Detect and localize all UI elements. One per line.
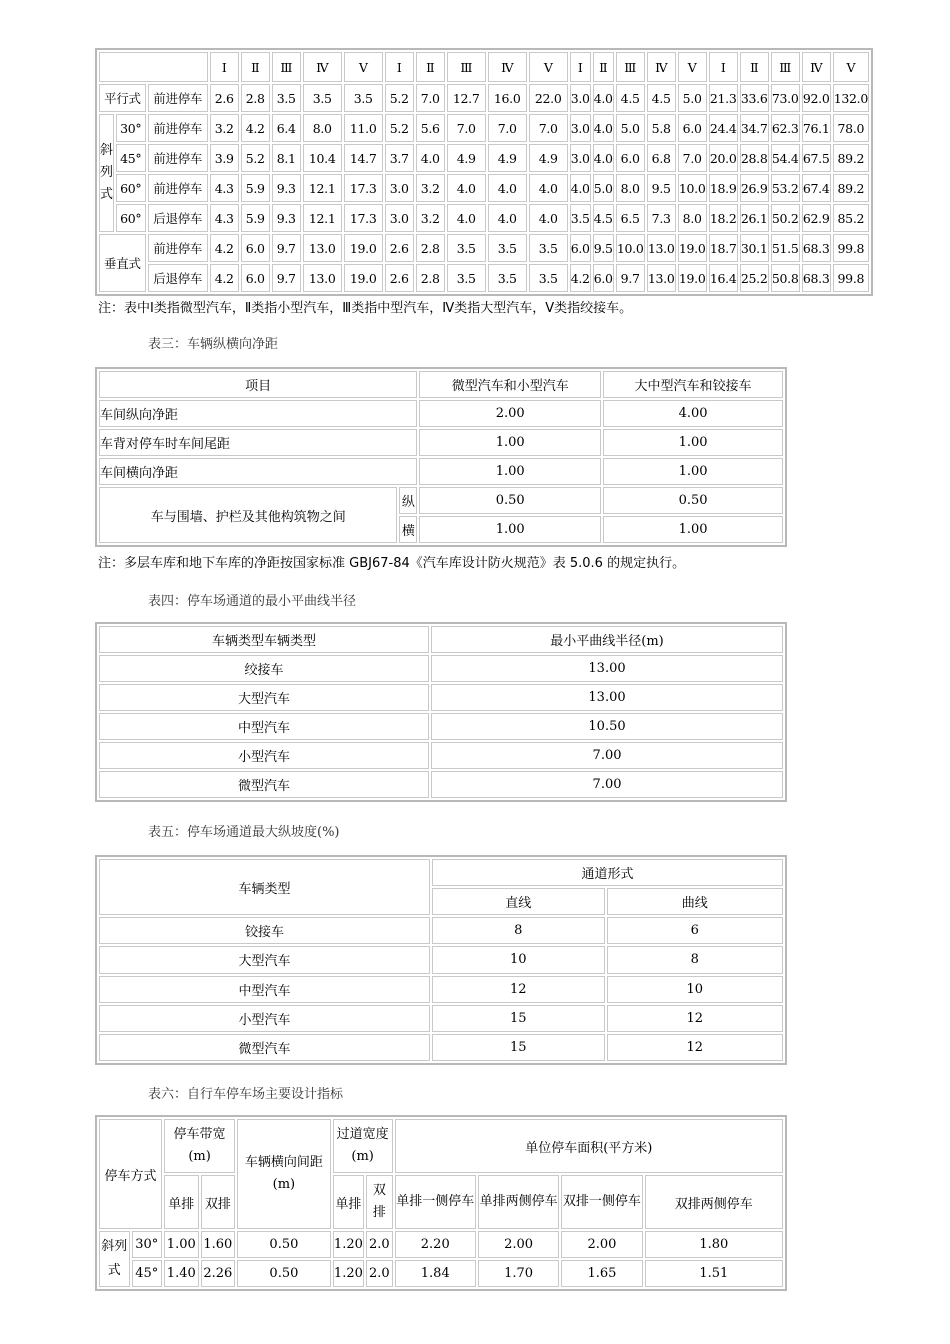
table2-cell: 22.0 (529, 84, 568, 112)
table6-cell: 1.80 (645, 1231, 783, 1258)
table5-type: 中型汽车 (99, 976, 430, 1003)
table6-cell: 1.40 (164, 1260, 199, 1287)
table2-cell: 3.0 (570, 114, 591, 142)
table2-cell: 12.7 (447, 84, 486, 112)
table2-cell: 6.4 (272, 114, 301, 142)
table5-curve: 12 (607, 1005, 783, 1032)
table2-cell: 6.0 (241, 264, 270, 292)
table2-cell: 9.5 (593, 234, 614, 262)
table2-cell: 7.0 (678, 144, 707, 172)
table4-value: 13.00 (431, 684, 783, 711)
table2-cell: 4.0 (416, 144, 445, 172)
table3-wall-dir: 纵 (399, 487, 417, 514)
table2-header-class: Ⅴ (833, 52, 869, 82)
table2-cell: 21.3 (709, 84, 738, 112)
table2-header-class: Ⅱ (241, 52, 270, 82)
table6-header-aisle-single: 单排 (333, 1175, 364, 1229)
table5-type: 大型汽车 (99, 946, 430, 973)
table5-curve: 12 (607, 1034, 783, 1061)
table2-cell: 26.9 (740, 174, 769, 202)
table6-cell: 1.20 (333, 1260, 364, 1287)
table3-row-label: 车背对停车时车间尾距 (99, 429, 417, 456)
min-curve-radius-table (95, 622, 787, 802)
table2-cell: 2.6 (385, 234, 414, 262)
table2-mode: 前进停车 (148, 84, 208, 112)
table2-cell: 67.4 (802, 174, 831, 202)
table2-cell: 5.8 (647, 114, 676, 142)
table2-cell: 10.0 (616, 234, 645, 262)
table2-mode: 前进停车 (148, 144, 208, 172)
table2-cell: 3.5 (488, 234, 527, 262)
table2-cell: 5.9 (241, 204, 270, 232)
table2-cell: 4.5 (647, 84, 676, 112)
table6-cell: 2.20 (395, 1231, 476, 1258)
table5-header-curve: 曲线 (607, 888, 783, 915)
table2-header-class: Ⅰ (570, 52, 591, 82)
table2-cell: 5.0 (616, 114, 645, 142)
table2-cell: 3.5 (272, 84, 301, 112)
table3-cell: 1.00 (419, 516, 601, 543)
table2-cell: 4.2 (241, 114, 270, 142)
table2-cell: 17.3 (344, 174, 383, 202)
table6-header-area-4: 双排两侧停车 (645, 1175, 783, 1229)
table2-header-blank (99, 52, 208, 82)
table2-header-class: Ⅳ (647, 52, 676, 82)
table2-cell: 9.5 (647, 174, 676, 202)
table5-straight: 10 (432, 946, 604, 973)
table2-cell: 30.1 (740, 234, 769, 262)
table2-cell: 2.8 (241, 84, 270, 112)
table2-cell: 24.4 (709, 114, 738, 142)
table2-cell: 2.6 (385, 264, 414, 292)
table2-cell: 3.9 (210, 144, 239, 172)
table3-row-label: 车间纵向净距 (99, 400, 417, 427)
table2-cell: 13.0 (303, 264, 342, 292)
table2-cell: 28.8 (740, 144, 769, 172)
table2-cell: 3.0 (385, 204, 414, 232)
table2-header-class: Ⅲ (616, 52, 645, 82)
table2-header-class: Ⅲ (447, 52, 486, 82)
table2-header-class: Ⅲ (771, 52, 800, 82)
table2-angle: 60° (116, 174, 146, 202)
table5-curve: 8 (607, 946, 783, 973)
table2-cell: 3.5 (447, 264, 486, 292)
table2-cell: 7.3 (647, 204, 676, 232)
table2-mode: 后退停车 (148, 264, 208, 292)
table5-straight: 8 (432, 917, 604, 944)
table2-cell: 4.0 (488, 204, 527, 232)
table2-cell: 4.0 (570, 174, 591, 202)
table2-cell: 6.5 (616, 204, 645, 232)
table2-cell: 3.2 (416, 204, 445, 232)
table2-cell: 8.1 (272, 144, 301, 172)
table2-cell: 12.1 (303, 174, 342, 202)
table2-cell: 5.2 (385, 114, 414, 142)
table2-cell: 78.0 (833, 114, 869, 142)
table2-cell: 4.5 (616, 84, 645, 112)
table4-header-radius: 最小平曲线半径(m) (431, 626, 783, 653)
table2-cell: 76.1 (802, 114, 831, 142)
table2-cell: 5.2 (241, 144, 270, 172)
table6-header-area: 单位停车面积(平方米) (395, 1119, 783, 1173)
table6-header-double: 双排 (201, 1175, 236, 1229)
table6-header-mode: 停车方式 (99, 1119, 162, 1229)
table2-group-label: 斜列式 (99, 114, 114, 232)
table2-cell: 26.1 (740, 204, 769, 232)
table2-header-class: Ⅴ (529, 52, 568, 82)
table2-cell: 6.8 (647, 144, 676, 172)
table6-angle: 30° (132, 1231, 163, 1258)
table4-value: 13.00 (431, 655, 783, 682)
table2-header-class: Ⅱ (740, 52, 769, 82)
table6-caption: 表六：自行车停车场主要设计指标 (148, 1087, 344, 1102)
table2-cell: 4.0 (447, 174, 486, 202)
table2-cell: 19.0 (678, 234, 707, 262)
table2-cell: 4.9 (447, 144, 486, 172)
table4-type: 绞接车 (99, 655, 429, 682)
table2-cell: 25.2 (740, 264, 769, 292)
table6-cell: 1.60 (201, 1231, 236, 1258)
table2-mode: 前进停车 (148, 174, 208, 202)
table6-cell: 2.0 (366, 1231, 392, 1258)
table2-cell: 20.0 (709, 144, 738, 172)
table2-cell: 6.0 (570, 234, 591, 262)
table2-cell: 2.6 (210, 84, 239, 112)
table2-mode: 前进停车 (148, 114, 208, 142)
table3-caption: 表三：车辆纵横向净距 (148, 337, 279, 352)
table2-cell: 4.2 (570, 264, 591, 292)
table3-cell: 1.00 (603, 429, 783, 456)
table2-cell: 4.0 (529, 204, 568, 232)
table2-cell: 19.0 (344, 234, 383, 262)
table2-header-class: Ⅰ (709, 52, 738, 82)
table2-cell: 7.0 (488, 114, 527, 142)
table6-header-spacing: 车辆横向间距(m) (237, 1119, 331, 1229)
table2-cell: 6.0 (241, 234, 270, 262)
table2-cell: 16.4 (709, 264, 738, 292)
table2-cell: 4.9 (488, 144, 527, 172)
table2-cell: 8.0 (303, 114, 342, 142)
table3-cell: 1.00 (603, 458, 783, 485)
table2-cell: 19.0 (344, 264, 383, 292)
table2-angle: 30° (116, 114, 146, 142)
table2-cell: 132.0 (833, 84, 869, 112)
table3-cell: 4.00 (603, 400, 783, 427)
table5-type: 铰接车 (99, 917, 430, 944)
table2-header-class: Ⅳ (488, 52, 527, 82)
table2-cell: 18.9 (709, 174, 738, 202)
table2-angle: 60° (116, 204, 146, 232)
table4-type: 微型汽车 (99, 771, 429, 798)
table2-cell: 62.9 (802, 204, 831, 232)
table2-cell: 3.7 (385, 144, 414, 172)
table4-value: 7.00 (431, 771, 783, 798)
table6-cell: 1.84 (395, 1260, 476, 1287)
table6-header-single: 单排 (164, 1175, 199, 1229)
table2-cell: 4.5 (593, 204, 614, 232)
table5-type: 小型汽车 (99, 1005, 430, 1032)
table3-header-small: 微型汽车和小型汽车 (419, 371, 601, 398)
table2-cell: 3.0 (570, 144, 591, 172)
table2-cell: 5.6 (416, 114, 445, 142)
table2-cell: 5.0 (593, 174, 614, 202)
table6-cell: 0.50 (237, 1231, 331, 1258)
table2-cell: 3.5 (529, 234, 568, 262)
table2-cell: 10.4 (303, 144, 342, 172)
table2-cell: 89.2 (833, 144, 869, 172)
table6-cell: 2.00 (561, 1231, 642, 1258)
table5-straight: 15 (432, 1034, 604, 1061)
parking-dimension-table (95, 48, 873, 296)
table2-cell: 17.3 (344, 204, 383, 232)
table5-straight: 15 (432, 1005, 604, 1032)
table2-cell: 99.8 (833, 264, 869, 292)
table2-cell: 2.8 (416, 264, 445, 292)
table2-cell: 4.3 (210, 204, 239, 232)
table2-cell: 2.8 (416, 234, 445, 262)
table2-header-class: Ⅰ (210, 52, 239, 82)
table6-header-area-1: 单排一侧停车 (395, 1175, 476, 1229)
table3-wall-label: 车与围墙、护栏及其他构筑物之间 (99, 487, 397, 543)
table2-cell: 6.0 (616, 144, 645, 172)
table3-wall-dir: 横 (399, 516, 417, 543)
table5-caption: 表五：停车场通道最大纵坡度(%) (148, 825, 340, 840)
table6-cell: 1.51 (645, 1260, 783, 1287)
table2-cell: 34.7 (740, 114, 769, 142)
table2-cell: 6.0 (678, 114, 707, 142)
table2-cell: 4.0 (529, 174, 568, 202)
table2-cell: 4.2 (210, 264, 239, 292)
table3-header-item: 项目 (99, 371, 417, 398)
table2-cell: 4.0 (593, 114, 614, 142)
table2-cell: 4.2 (210, 234, 239, 262)
table2-cell: 5.0 (678, 84, 707, 112)
table2-cell: 85.2 (833, 204, 869, 232)
table4-value: 10.50 (431, 713, 783, 740)
table2-cell: 5.9 (241, 174, 270, 202)
table6-header-aisle-double: 双排 (366, 1175, 392, 1229)
table2-cell: 4.0 (488, 174, 527, 202)
table6-header-aisle: 过道宽度(m) (333, 1119, 393, 1173)
table4-type: 小型汽车 (99, 742, 429, 769)
table2-cell: 11.0 (344, 114, 383, 142)
table4-caption: 表四：停车场通道的最小平曲线半径 (148, 594, 357, 609)
table5-curve: 6 (607, 917, 783, 944)
table2-header-class: Ⅰ (385, 52, 414, 82)
bicycle-parking-table (95, 1115, 787, 1291)
table2-group-label: 平行式 (99, 84, 146, 112)
table2-cell: 51.5 (771, 234, 800, 262)
table2-cell: 33.6 (740, 84, 769, 112)
table2-cell: 4.0 (593, 144, 614, 172)
table2-cell: 4.3 (210, 174, 239, 202)
table3-row-label: 车间横向净距 (99, 458, 417, 485)
table2-cell: 3.5 (529, 264, 568, 292)
table2-cell: 54.4 (771, 144, 800, 172)
table2-cell: 18.2 (709, 204, 738, 232)
table6-cell: 2.0 (366, 1260, 392, 1287)
table2-group-label: 垂直式 (99, 234, 146, 292)
table4-value: 7.00 (431, 742, 783, 769)
table5-straight: 12 (432, 976, 604, 1003)
table2-cell: 13.0 (647, 234, 676, 262)
table4-type: 中型汽车 (99, 713, 429, 740)
table6-cell: 2.26 (201, 1260, 236, 1287)
table3-cell: 2.00 (419, 400, 601, 427)
table5-curve: 10 (607, 976, 783, 1003)
table2-note: 注：表中Ⅰ类指微型汽车，Ⅱ类指小型汽车，Ⅲ类指中型汽车，Ⅳ类指大型汽车，Ⅴ类指绞接车。 (98, 301, 633, 316)
table2-cell: 4.0 (447, 204, 486, 232)
table2-cell: 3.5 (344, 84, 383, 112)
table2-cell: 9.3 (272, 174, 301, 202)
table2-cell: 10.0 (678, 174, 707, 202)
table6-cell: 1.70 (478, 1260, 559, 1287)
table3-note: 注：多层车库和地下车库的净距按国家标准 GBJ67-84《汽车库设计防火规范》表 5.0.6 的规定执行。 (98, 556, 686, 571)
table6-header-area-2: 单排两侧停车 (478, 1175, 559, 1229)
table2-cell: 3.0 (570, 84, 591, 112)
table2-cell: 89.2 (833, 174, 869, 202)
table3-cell: 1.00 (419, 458, 601, 485)
table5-header-straight: 直线 (432, 888, 604, 915)
table2-cell: 3.5 (570, 204, 591, 232)
table2-header-class: Ⅳ (303, 52, 342, 82)
table2-header-class: Ⅴ (678, 52, 707, 82)
table3-cell: 0.50 (419, 487, 601, 514)
table3-cell: 1.00 (603, 516, 783, 543)
table6-angle: 45° (132, 1260, 163, 1287)
table2-cell: 99.8 (833, 234, 869, 262)
table2-cell: 8.0 (678, 204, 707, 232)
table2-cell: 7.0 (416, 84, 445, 112)
table2-cell: 18.7 (709, 234, 738, 262)
table2-cell: 5.2 (385, 84, 414, 112)
table2-cell: 3.5 (447, 234, 486, 262)
vehicle-clearance-table (95, 367, 787, 547)
table2-cell: 4.9 (529, 144, 568, 172)
table2-cell: 4.0 (593, 84, 614, 112)
table6-cell: 1.00 (164, 1231, 199, 1258)
table2-header-class: Ⅴ (344, 52, 383, 82)
table3-cell: 1.00 (419, 429, 601, 456)
table2-cell: 73.0 (771, 84, 800, 112)
table6-cell: 2.00 (478, 1231, 559, 1258)
table2-cell: 3.0 (385, 174, 414, 202)
table2-cell: 3.2 (416, 174, 445, 202)
table2-cell: 9.7 (272, 264, 301, 292)
max-gradient-table (95, 855, 787, 1065)
table2-cell: 3.5 (303, 84, 342, 112)
table2-cell: 3.2 (210, 114, 239, 142)
table2-cell: 7.0 (447, 114, 486, 142)
table6-cell: 1.20 (333, 1231, 364, 1258)
table2-cell: 62.3 (771, 114, 800, 142)
table3-cell: 0.50 (603, 487, 783, 514)
table6-group: 斜列式 (99, 1231, 130, 1287)
table6-header-band: 停车带宽(m) (164, 1119, 235, 1173)
table2-mode: 前进停车 (148, 234, 208, 262)
table2-cell: 50.2 (771, 204, 800, 232)
table2-cell: 50.8 (771, 264, 800, 292)
table2-header-class: Ⅱ (593, 52, 614, 82)
table2-cell: 9.7 (272, 234, 301, 262)
table2-header-class: Ⅱ (416, 52, 445, 82)
table2-cell: 16.0 (488, 84, 527, 112)
table2-cell: 68.3 (802, 234, 831, 262)
table2-cell: 12.1 (303, 204, 342, 232)
table2-header-class: Ⅳ (802, 52, 831, 82)
table5-type: 微型汽车 (99, 1034, 430, 1061)
table2-cell: 13.0 (647, 264, 676, 292)
table6-header-area-3: 双排一侧停车 (561, 1175, 642, 1229)
table2-cell: 9.7 (616, 264, 645, 292)
table2-cell: 19.0 (678, 264, 707, 292)
table2-cell: 9.3 (272, 204, 301, 232)
table2-header-class: Ⅲ (272, 52, 301, 82)
table2-cell: 67.5 (802, 144, 831, 172)
table2-cell: 92.0 (802, 84, 831, 112)
table2-cell: 14.7 (344, 144, 383, 172)
table2-mode: 后退停车 (148, 204, 208, 232)
table5-header-type: 车辆类型 (99, 859, 430, 915)
table2-cell: 3.5 (488, 264, 527, 292)
table2-cell: 53.2 (771, 174, 800, 202)
table2-cell: 6.0 (593, 264, 614, 292)
table4-type: 大型汽车 (99, 684, 429, 711)
table2-cell: 13.0 (303, 234, 342, 262)
table2-cell: 68.3 (802, 264, 831, 292)
table2-cell: 8.0 (616, 174, 645, 202)
table2-angle: 45° (116, 144, 146, 172)
table5-header-group: 通道形式 (432, 859, 783, 886)
table4-header-type: 车辆类型车辆类型 (99, 626, 429, 653)
table3-header-large: 大中型汽车和铰接车 (603, 371, 783, 398)
table2-cell: 7.0 (529, 114, 568, 142)
table6-cell: 1.65 (561, 1260, 642, 1287)
table6-cell: 0.50 (237, 1260, 331, 1287)
